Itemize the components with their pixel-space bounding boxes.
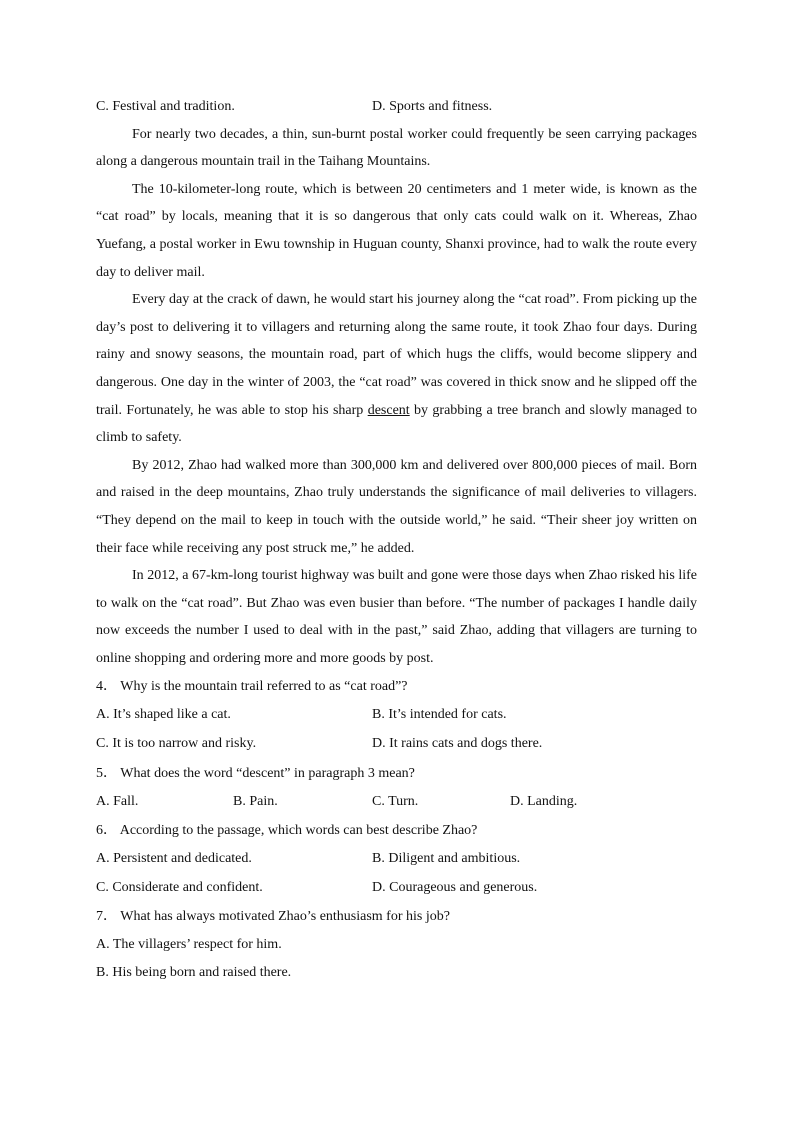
question-5-option-d: D. Landing. (510, 793, 578, 809)
option-d: D. Sports and fitness. (372, 99, 493, 114)
paragraph-3-text-before: Every day at the crack of dawn, he would start his journey along the “cat road”. From picking up the day’s post to delivering it to villagers and returning along the same route, it took Zhao four days. During rainy and snowy seasons, the mountain road, part of which hugs the cliffs, would become slippery and dangerous. One day in the winter of 2003, the “cat road” was covered in thick snow and he slipped off the trail. Fortunately, he was able to stop his sharp (96, 292, 697, 418)
question-5-option-b: B. Pain. (233, 793, 278, 809)
question-4-option-d: D. It rains cats and dogs there. (372, 736, 543, 752)
passage-paragraph-4: By 2012, Zhao had walked more than 300,000 km and delivered over 800,000 pieces of mail. Born and raised in the deep mountains, Zhao truly understands the significance of mail deliveries to villagers. “They depend on the mail to keep in touch with the outside world,” he said. “Their sheer joy written on their face while receiving any post struck me,” he added. (96, 457, 697, 556)
passage-paragraph-1: For nearly two decades, a thin, sun-burnt postal worker could frequently be seen carrying packages along a dangerous mountain trail in the Taihang Mountains. (96, 126, 697, 170)
question-5-options-row (96, 788, 697, 817)
question-4-option-a: A. It’s shaped like a cat. (96, 707, 231, 723)
question-5-stem: 5． What does the word “descent” in paragraph 3 mean? (96, 765, 415, 781)
question-7-stem: 7． What has always motivated Zhao’s enthusiasm for his job? (96, 909, 450, 925)
question-7-option-a: A. The villagers’ respect for him. (96, 937, 282, 953)
question-7-option-b: B. His being born and raised there. (96, 965, 292, 981)
question-6-option-a: A. Persistent and dedicated. (96, 851, 252, 867)
question-4-option-b: B. It’s intended for cats. (372, 707, 507, 723)
document-page (96, 93, 697, 987)
question-6-options-row-2 (96, 874, 697, 903)
question-6-option-d: D. Courageous and generous. (372, 879, 538, 895)
question-6-stem: 6． According to the passage, which words can best describe Zhao? (96, 823, 478, 839)
question-6-option-c: C. Considerate and confident. (96, 879, 263, 895)
question-4-option-c: C. It is too narrow and risky. (96, 736, 257, 752)
passage-paragraph-3 (96, 286, 697, 452)
option-c: C. Festival and tradition. (96, 99, 235, 114)
question-4-options-row-1 (96, 701, 697, 730)
question-6-option-b: B. Diligent and ambitious. (372, 851, 521, 867)
question-5-option-c: C. Turn. (372, 793, 419, 809)
question-4-options-row-2 (96, 730, 697, 759)
prev-question-options (96, 93, 697, 121)
passage-paragraph-2: The 10-kilometer-long route, which is between 20 centimeters and 1 meter wide, is known as the “cat road” by locals, meaning that it is so dangerous that only cats could walk on it. Whereas, Zhao Yuefang, a postal worker in Ewu township in Huguan county, Shanxi province, had to walk the route every day to deliver mail. (96, 181, 697, 280)
question-4-stem: 4． Why is the mountain trail referred to as “cat road”? (96, 679, 408, 695)
question-6-options-row-1 (96, 845, 697, 874)
question-5-option-a: A. Fall. (96, 793, 139, 809)
underlined-word-descent: descent (367, 402, 410, 418)
passage-paragraph-5: In 2012, a 67-km-long tourist highway was built and gone were those days when Zhao risked his life to walk on the “cat road”. But Zhao was even busier than before. “The number of packages I handle daily now exceeds the number I used to deal with in the past,” said Zhao, adding that villagers are turning to online shopping and ordering more and more goods by post. (96, 568, 697, 666)
paragraph-3-text-after: by grabbing a tree branch and slowly managed to climb to safety. (96, 402, 697, 446)
